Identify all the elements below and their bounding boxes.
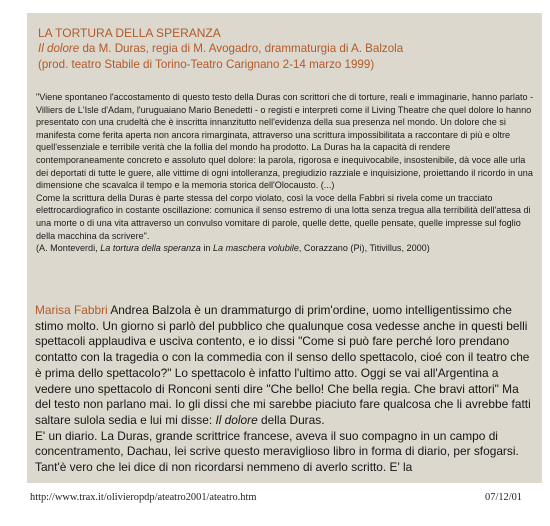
quote-citation <box>36 242 536 255</box>
article-title: LA TORTURA DELLA SPERANZA <box>38 26 221 40</box>
citation-prefix: (A. Monteverdi, <box>36 243 101 254</box>
citation-book: La maschera volubile <box>212 243 299 254</box>
interview-text-run: della Duras. <box>257 412 325 427</box>
interview-paragraph <box>35 303 535 429</box>
quote-paragraph: Come la scrittura della Duras è parte stessa del corpo violato, così la voce della Fabbri si rivela come un tracciato elettrocardiografico in costante oscillazione: comunica il senso estremo di una lotta senza tregua alla terribilità dell'attesa di una morte o di una vita attraverso un convulso vomitare di parole, quelle dette, quelle pensate, quelle impresse sul foglio della macchina da scrivere". <box>36 192 531 241</box>
work-title: Il dolore <box>215 412 258 427</box>
production-info: (prod. teatro Stabile di Torino-Teatro Carignano 2-14 marzo 1999) <box>38 58 375 71</box>
quote-paragraph: "Viene spontaneo l'accostamento di questo testo della Duras con scrittori che di torture, reali e immaginarie, hanno parlato - Villiers de L'Isle d'Adam, l'uruguaiano Mario Benedetti - o registi e interpreti come il Living Theatre che quel dolore lo hanno presentato con una crudeltà che è inscritta innanzitutto nell'evidenza della sua presenza nel mondo. Un dolore che si manifesta come ferita aperta non ancora rimarginata, attraverso una scrittura impossibilitata a raccontare di più e oltre quell'essenziale e terribile verità che la follia del mondo ha prodotto. La Duras ha la capacità di rendere contemporaneamente concreto e assoluto quel dolore: la parola, rigorosa e inequivocabile, insostenibile, dà voce alle urla dei deportati di tutte le guere, alle vittime di ogni intolleranza, pregiudizio razziale e inquisizione, proiettando il ricordo in una dimensione che scavalca il tempo e la memoria storica dell'Olocausto. (...) <box>36 92 534 191</box>
subtitle-rest: da M. Duras, regia di M. Avogadro, drammaturgia di A. Balzola <box>79 42 404 55</box>
article-subtitle <box>38 41 533 57</box>
article-heading <box>38 25 533 73</box>
interview-paragraph: E' un diario. La Duras, grande scrittrice francese, aveva il suo compagno in un campo di concentramento, Dachau, lei scrive questo meraviglioso libro in forma di diario, per sfogarsi. Tant'è vero che lei dice di non ricordarsi nemmeno di averlo scritto. E' la <box>35 428 519 475</box>
citation-title: La tortura della speranza <box>100 243 201 254</box>
article-panel <box>27 13 542 483</box>
speaker-name: Marisa Fabbri <box>35 303 108 317</box>
citation-suffix: , Corazzano (Pi), Titivillus, 2000) <box>298 243 430 254</box>
interview-text-run: Andrea Balzola è un drammaturgo di prim'ordine, uomo intelligentissimo che stimo molto. Un giorno si parlò del pubblico che qualunque cosa vedesse anche in questi belli spettacoli applaudiva e usciva contento, e io dissi "Come si può fare perché loro prendano contatto con la tragedia o con la commedia con il senso dello spettacolo, cioé con il teatro che è prima dello spettacolo?" Lo spettacolo è infatto l'ultimo atto. Oggi se vai all'Argentina a vedere uno spettacolo di Ronconi senti dire "Che bello! Che bella regia. Che bravi attori" Ma del testo non parlano mai. Io gli dissi che mi sarebbe piaciuto fare qualcosa che li avrebbe fatti saltare sulola sedia e lui mi disse: <box>35 303 531 427</box>
citation-middle: in <box>200 243 213 254</box>
print-date: 07/12/01 <box>485 492 522 503</box>
critic-quote <box>36 91 536 255</box>
print-footer <box>0 492 550 508</box>
interview-text <box>35 303 535 476</box>
source-url: http://www.trax.it/olivieropdp/ateatro2001/ateatro.htm <box>30 492 257 503</box>
work-title: Il dolore <box>38 42 80 55</box>
